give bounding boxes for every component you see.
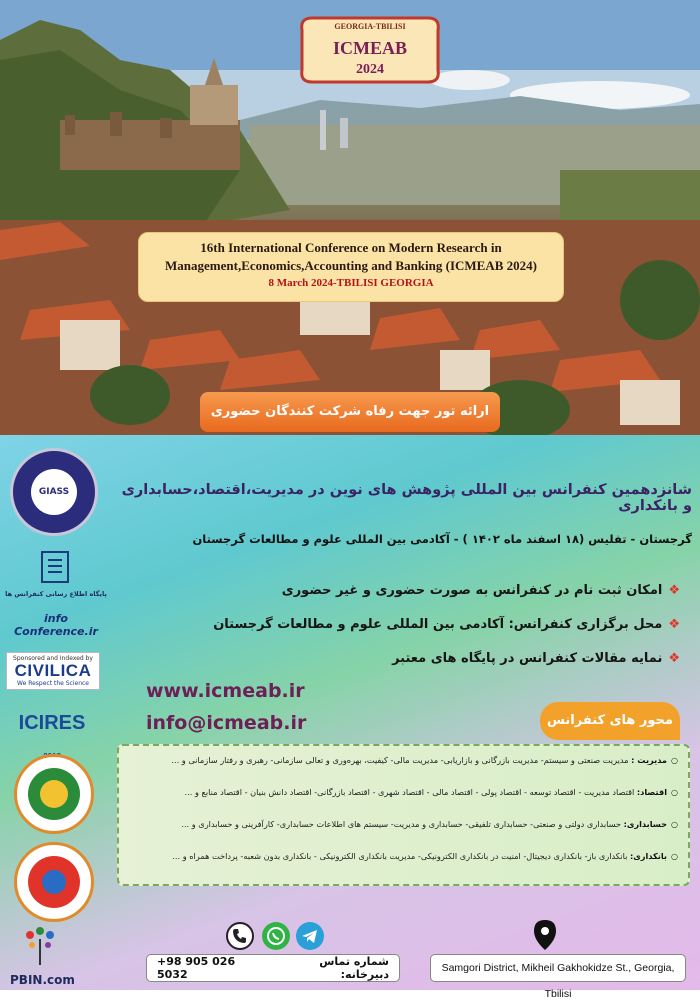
location-pin-icon — [532, 918, 558, 952]
giass-logo — [10, 448, 98, 536]
circle-bullet-icon: ○ — [671, 756, 678, 765]
association-logo-1 — [14, 754, 94, 834]
circle-bullet-icon: ○ — [671, 788, 678, 797]
hero-photo — [0, 0, 700, 435]
pbin-tree-icon — [10, 925, 106, 969]
giass-logo-text: GIASS — [31, 469, 77, 515]
pbin-name: PBIN.com — [10, 973, 75, 987]
circle-bullet-icon: ○ — [671, 820, 678, 829]
conference-axes-button[interactable]: محور های کنفرانس — [540, 702, 680, 740]
axis-item: ○بانکداری: بانکداری باز- بانکداری دیجیتال- امنیت در بانکداری الکترونیکی- مدیریت بانکداری الکترونیکی - بانکداری بدون شعبه- پرداخت همراه و ... — [172, 851, 678, 861]
feature-item: ❖نمایه مقالات کنفرانس در پایگاه های معتبر — [392, 651, 680, 666]
persian-title: شانزدهمین کنفرانس بین المللی پژوهش های نوین در مدیریت،اقتصاد،حسابداری و بانکداری — [121, 482, 692, 514]
english-title-line1: 16th International Conference on Modern Research in — [200, 240, 502, 255]
civilica-logo — [6, 652, 100, 690]
address-box: Samgori District, Mikheil Gakhokidze St., Georgia, Tbilisi — [430, 954, 686, 982]
icires-name: ICIRES — [18, 712, 86, 734]
phone-number[interactable]: +98 905 026 5032 — [157, 955, 236, 981]
conference-badge — [300, 10, 440, 90]
icires-logo — [8, 706, 96, 740]
phone-label: شماره تماس دبیرخانه: — [319, 955, 389, 981]
association-emblem-2 — [17, 845, 91, 919]
email-link[interactable]: info@icmeab.ir — [146, 712, 307, 734]
civilica-name: CIVILICA — [14, 661, 92, 680]
conference-axes-box — [117, 744, 690, 886]
telegram-icon[interactable] — [296, 922, 324, 950]
english-title-box — [138, 232, 564, 302]
tour-offer-button[interactable]: ارائه تور جهت رفاه شرکت کنندگان حضوری — [200, 392, 500, 432]
whatsapp-icon[interactable] — [262, 922, 290, 950]
association-emblem-1 — [17, 757, 91, 831]
axis-item: ○اقتصاد: اقتصاد مدیریت - اقتصاد توسعه - اقتصاد پولی - اقتصاد مالی - اقتصاد شهری - اقتصاد بازرگانی- اقتصاد دانش بنیان - اقتصاد منابع و ... — [184, 787, 678, 797]
badge-year: 2024 — [356, 62, 384, 77]
star-icon: ❖ — [668, 583, 680, 598]
badge-acronym: ICMEAB — [332, 38, 407, 58]
conference-ir-logo — [22, 548, 88, 588]
pbin-logo — [10, 925, 106, 987]
english-title-date: 8 March 2024-TBILISI GEORGIA — [268, 277, 434, 289]
circle-bullet-icon: ○ — [671, 852, 678, 861]
star-icon: ❖ — [668, 651, 680, 666]
civilica-top: Sponsored and Indexed by — [13, 655, 93, 662]
feature-item: ❖امکان ثبت نام در کنفرانس به صورت حضوری و غیر حضوری — [281, 583, 680, 598]
website-link[interactable]: www.icmeab.ir — [146, 680, 305, 702]
phone-box — [146, 954, 400, 982]
feature-item: ❖محل برگزاری کنفرانس: آکادمی بین المللی علوم و مطالعات گرجستان — [213, 617, 680, 632]
axis-item: ○مدیریت : مدیریت صنعتی و سیستم- مدیریت بازرگانی و بازاریابی- مدیریت مالی- کیفیت، بهره‌وری و تعالی سازمانی- رهبری و رفتار سازمانی و ... — [171, 755, 678, 765]
persian-subtitle: گرجستان - تفلیس (۱۸ اسفند ماه ۱۴۰۲ ) - آکادمی بین المللی علوم و مطالعات گرجستان — [192, 532, 692, 546]
star-icon: ❖ — [668, 617, 680, 632]
association-logo-2 — [14, 842, 94, 922]
phone-icon[interactable] — [226, 922, 254, 950]
badge-location: GEORGIA-TBILISI — [334, 22, 406, 31]
english-title-line2: Management,Economics,Accounting and Banking (ICMEAB 2024) — [165, 258, 537, 273]
axis-item: ○حسابداری: حسابداری دولتی و صنعتی- حسابداری تلفیقی- حسابداری و مدیریت- سیستم های اطلاعات حسابداری- کارآفرینی و حسابداری و ... — [181, 819, 678, 829]
feature-list — [180, 578, 680, 680]
civilica-sub: We Respect the Science — [17, 680, 89, 687]
info-conference-logo: info Conference.ir — [14, 612, 98, 638]
conference-ir-caption: پایگاه اطلاع رسانی کنفرانس ها — [5, 590, 107, 598]
